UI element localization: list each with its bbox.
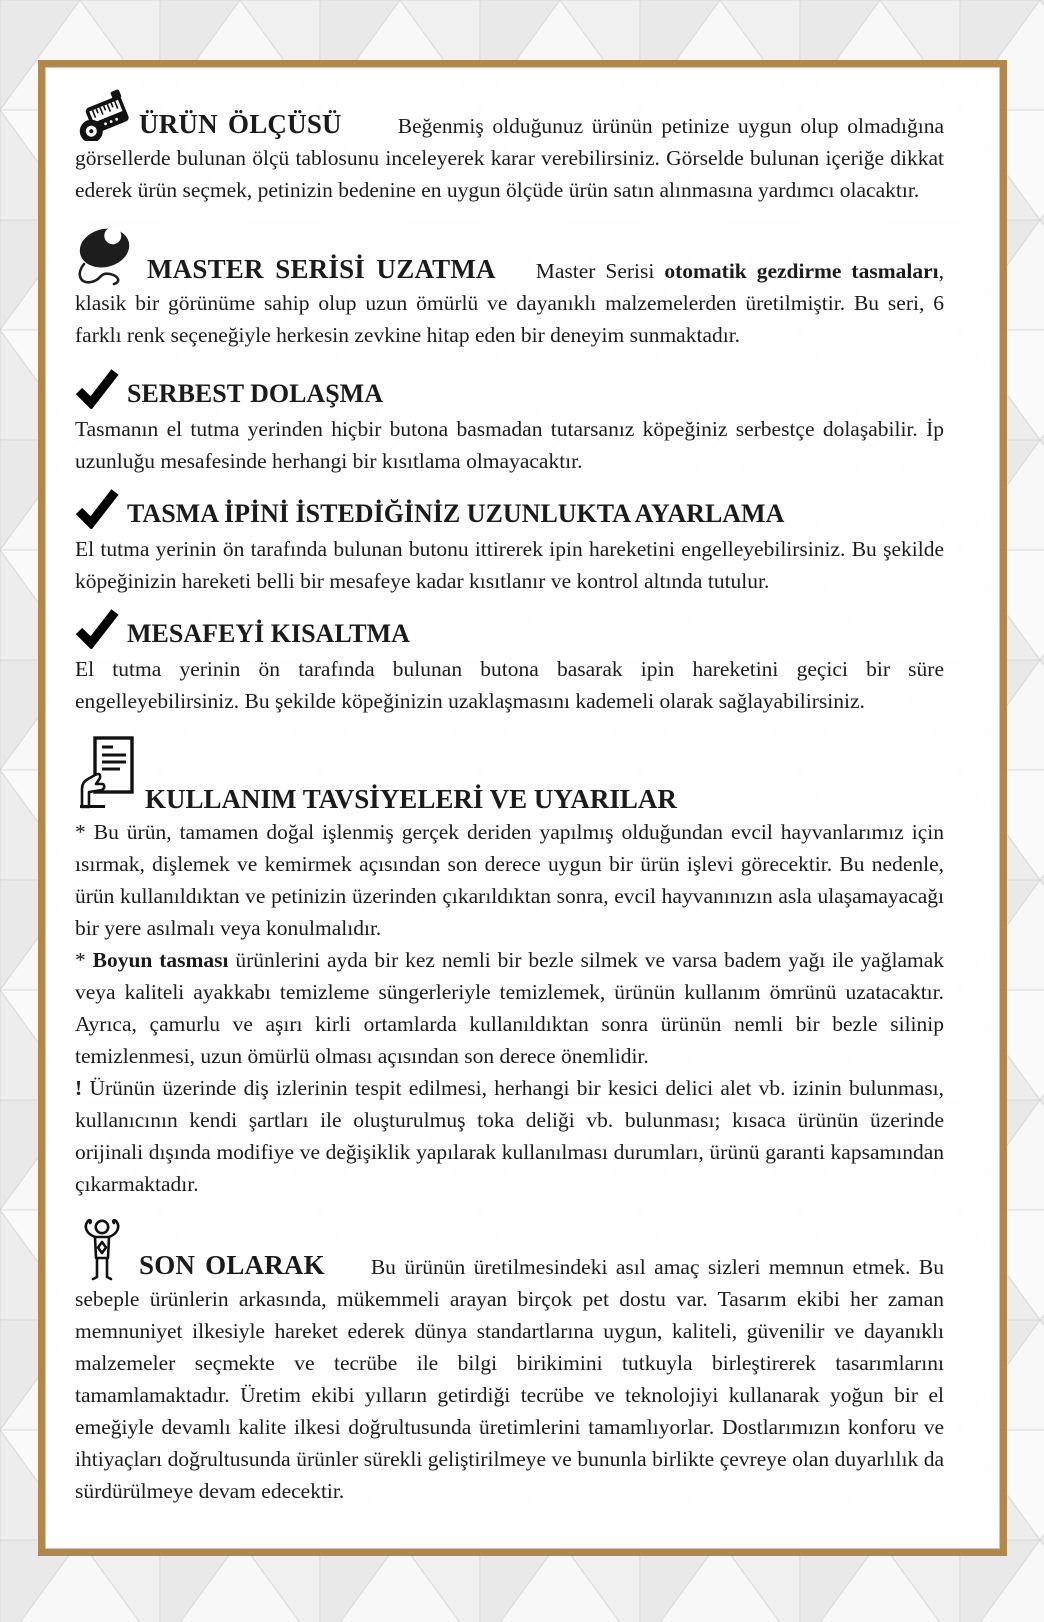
section-paragraph bbox=[75, 224, 944, 351]
measuring-tape-icon bbox=[75, 89, 129, 141]
title-gap bbox=[496, 277, 536, 278]
section-header bbox=[75, 369, 944, 413]
title-gap bbox=[325, 1273, 371, 1274]
section-title: KULLANIM TAVSİYELERİ VE UYARILAR bbox=[145, 784, 677, 814]
section-urun-olcusu bbox=[75, 89, 944, 206]
section-body-text: Bu ürünün üretilmesindeki asıl amaç sizleri memnun etmek. Bu sebeple ürünlerin arkasında, mükemmeli arayan birçok pet dostu var. Tasarım ekibi her zaman memnuniyet ilkesiyle hareket ederek dünya standartlarına uygun, kaliteli, güvenilir ve dayanıklı malzemeler seçmekte ve tecrübe ile bilgi birikimini tutkuyla birleştirerek tasarımlarını tamamlamaktadır. Üretim ekibi yılların getirdiği tecrübe ve teknolojiyi kullanarak yoğun bir el emeğiyle devamlı kalite ilkesi doğrultusunda üretimlerini tamamlıyorlar. Dostlarımızın konforu ve ihtiyaçları doğrultusunda ürünler sürekli geliştirilmeye ve bununla birlikte çevreye olan duyarlılık da sürdürülmeye devam edecektir. bbox=[75, 1255, 944, 1503]
section-header bbox=[75, 735, 944, 814]
list-marker: * bbox=[75, 948, 93, 972]
section-paragraph bbox=[75, 944, 944, 1072]
section-body-bold: otomatik gezdirme tasmaları bbox=[664, 259, 939, 283]
section-body-text: Master Serisi bbox=[535, 259, 665, 283]
section-kullanim-tavsiyeleri bbox=[75, 735, 944, 1200]
section-title: ÜRÜN ÖLÇÜSÜ bbox=[139, 109, 342, 139]
section-title: SON OLARAK bbox=[139, 1250, 325, 1280]
section-body-text: Beğenmiş olduğunuz ürünün petinize uygun olup olmadığına görsellerde bulunan ölçü tablosunu inceleyerek karar verebilirsiniz. Görselde bulunan içeriğe dikkat ederek ürün seçmek, petinizin bedenine en uygun ölçüde ürün satın alınmasına yardımcı olacaktır. bbox=[75, 114, 944, 202]
section-tasma-ipini bbox=[75, 489, 944, 597]
gold-frame bbox=[38, 60, 1007, 1556]
section-body-bold: Boyun tasması bbox=[92, 948, 229, 972]
checkmark-icon bbox=[75, 489, 119, 529]
checkmark-icon bbox=[75, 369, 119, 409]
section-paragraph bbox=[75, 1218, 944, 1507]
section-body-text: Ürünün üzerinde diş izlerinin tespit edilmesi, herhangi bir kesici delici alet vb. izinin bulunması, kullanıcının kendi şartları ile oluşturulmuş toka deliği vb. bulunması; kısaca ürünün üzerinde orijinali dışında modifiye ve değişiklik yapılarak kullanılması durumları, ürünü garanti kapsamından çıkarmaktadır. bbox=[75, 1076, 944, 1196]
section-serbest-dolasma bbox=[75, 369, 944, 477]
section-title: MESAFEYİ KISALTMA bbox=[127, 619, 410, 648]
section-paragraph bbox=[75, 816, 944, 944]
section-header bbox=[75, 609, 944, 653]
section-title: MASTER SERİSİ UZATMA bbox=[147, 254, 496, 284]
list-marker: * bbox=[75, 820, 94, 844]
section-body-text: Bu ürün, tamamen doğal işlenmiş gerçek deriden yapılmış olduğundan evcil hayvanlarımız için ısırmak, dişlemek ve kemirmek açısından son derece uygun bir ürün işlevi görecektir. Bu nedenle, ürün kullanıldıktan ve petinizin üzerinden çıkarıldıktan sonra, evcil hayvanınızın asla ulaşamayacağı bir yere asılmalı veya konulmalıdır. bbox=[75, 820, 944, 940]
title-gap bbox=[342, 132, 398, 133]
section-title: TASMA İPİNİ İSTEDİĞİNİZ UZUNLUKTA AYARLAMA bbox=[127, 499, 785, 528]
section-son-olarak bbox=[75, 1218, 944, 1507]
section-body-text: El tutma yerinin ön tarafında bulunan butona basarak ipin hareketini geçici bir süre engelleyebilirsiniz. Bu şekilde köpeğinizin uzaklaşmasını kademeli olarak sağlayabilirsiniz. bbox=[75, 657, 944, 713]
section-master-serisi bbox=[75, 224, 944, 351]
section-mesafeyi-kisaltma bbox=[75, 609, 944, 717]
hand-holding-document-icon bbox=[75, 735, 135, 814]
section-body-text: Tasmanın el tutma yerinden hiçbir butona basmadan tutarsanız köpeğiniz serbestçe dolaşabilir. İp uzunluğu mesafesinde herhangi bir kısıtlama olmayacaktır. bbox=[75, 417, 944, 473]
cheering-person-icon bbox=[75, 1218, 129, 1282]
section-body-text: ürünlerini ayda bir kez nemli bir bezle silmek ve varsa badem yağı ile yağlamak veya kaliteli ayakkabı temizleme süngerleriyle temizlemek, ürünün kullanım ömrünü uzatacaktır. Ayrıca, çamurlu ve aşırı kirli ortamlarda kullanıldıktan sonra ürünün nemli bir bezle silinip temizlenmesi, uzun ömürlü olması açısından son derece önemlidir. bbox=[75, 948, 944, 1068]
section-paragraph bbox=[75, 1072, 944, 1200]
retractable-leash-icon bbox=[75, 224, 137, 286]
section-body-text: El tutma yerinin ön tarafında bulunan butonu ittirerek ipin hareketini engelleyebilirsiniz. Bu şekilde köpeğinizin hareketi belli bir mesafeye kadar kısıtlanır ve kontrol altında tutulur. bbox=[75, 537, 944, 593]
section-header bbox=[75, 489, 944, 533]
checkmark-icon bbox=[75, 609, 119, 649]
section-title: SERBEST DOLAŞMA bbox=[127, 379, 383, 408]
warning-marker: ! bbox=[75, 1076, 90, 1100]
section-paragraph bbox=[75, 89, 944, 206]
section-body-text: , klasik bir görünüme sahip olup uzun ömürlü ve dayanıklı malzemelerden üretilmiştir. Bu seri, 6 farklı renk seçeneğiyle herkesin zevkine hitap eden bir deneyim sunmaktadır. bbox=[75, 259, 944, 347]
